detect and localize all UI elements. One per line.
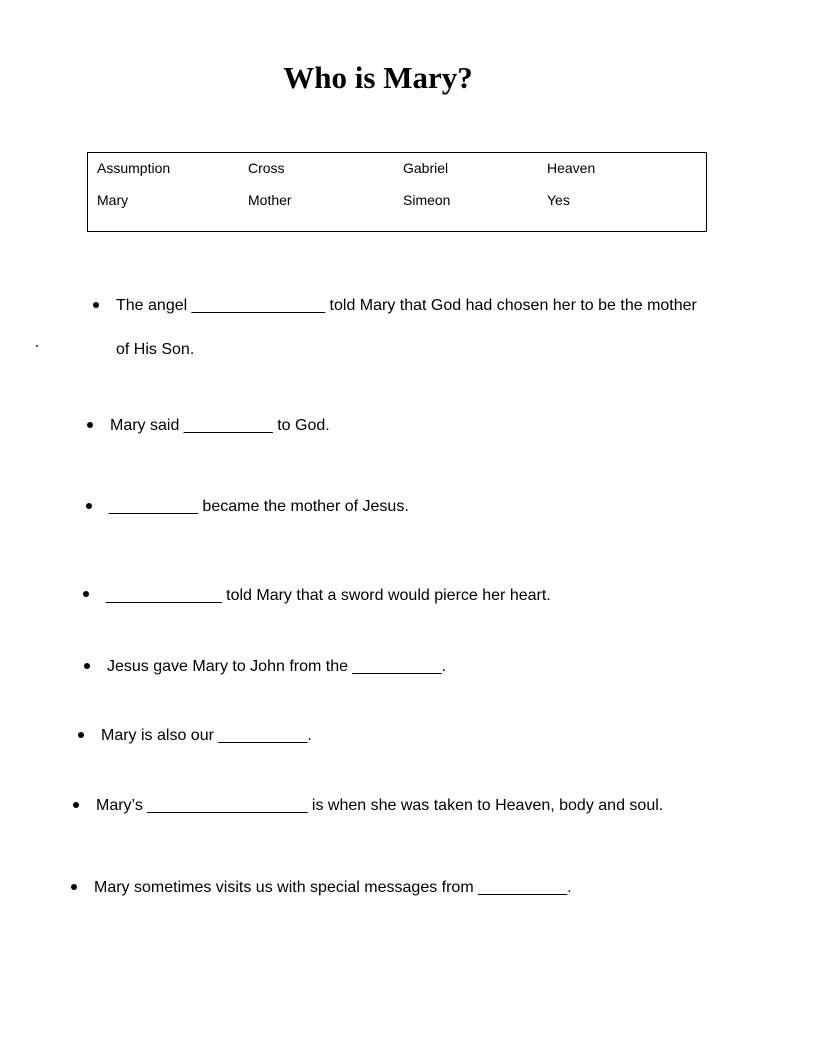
item-text: . — [567, 879, 572, 896]
item-text: The angel — [116, 297, 192, 314]
item-text: Mary is also our — [101, 727, 219, 744]
list-item — [101, 726, 312, 746]
stray-mark — [36, 345, 38, 347]
bullet — [87, 422, 93, 428]
list-item-continuation: of His Son. — [116, 341, 195, 358]
word-bank-word: Assumption — [97, 160, 171, 176]
word-bank-word: Mary — [97, 192, 129, 208]
list-item — [110, 416, 330, 436]
answer-blank[interactable]: __________ — [218, 727, 308, 744]
answer-blank[interactable]: __________ — [352, 658, 442, 675]
item-text: Mary’s — [96, 797, 148, 814]
word-bank-word: Simeon — [403, 192, 451, 208]
answer-blank[interactable]: __________ — [109, 498, 198, 515]
bullet — [73, 802, 79, 808]
word-bank-word: Mother — [248, 192, 292, 208]
word-bank-word: Yes — [547, 192, 570, 208]
item-text: Mary said — [110, 417, 184, 434]
list-item — [109, 497, 409, 517]
item-text: to God. — [272, 417, 330, 434]
item-text: told Mary that God had chosen her to be the mother — [325, 297, 697, 314]
page-title: Who is Mary? — [283, 60, 473, 95]
bullet — [71, 884, 77, 890]
answer-blank[interactable]: __________________ — [147, 797, 308, 814]
list-item — [116, 296, 697, 316]
item-text: told Mary that a sword would pierce her heart. — [221, 587, 551, 604]
word-bank-word: Heaven — [547, 160, 596, 176]
item-text: became the mother of Jesus. — [197, 498, 409, 515]
word-bank-word: Cross — [248, 160, 285, 176]
list-item — [94, 878, 572, 898]
word-bank — [87, 152, 707, 232]
bullet — [86, 503, 92, 509]
bullet — [93, 302, 99, 308]
list-item — [106, 586, 551, 606]
answer-blank[interactable]: _______________ — [191, 297, 326, 314]
item-text: is when she was taken to Heaven, body and soul. — [307, 797, 664, 814]
answer-blank[interactable]: _____________ — [106, 587, 222, 604]
item-text: . — [307, 727, 312, 744]
list-item — [96, 796, 663, 816]
bullet — [84, 663, 90, 669]
list-item — [107, 657, 446, 677]
item-text: Mary sometimes visits us with special messages from — [94, 879, 479, 896]
item-text: Jesus gave Mary to John from the — [107, 658, 353, 675]
answer-blank[interactable]: __________ — [183, 417, 273, 434]
item-text: . — [441, 658, 446, 675]
word-bank-word: Gabriel — [403, 160, 449, 176]
bullet — [83, 591, 89, 597]
answer-blank[interactable]: __________ — [478, 879, 568, 896]
bullet — [78, 732, 84, 738]
